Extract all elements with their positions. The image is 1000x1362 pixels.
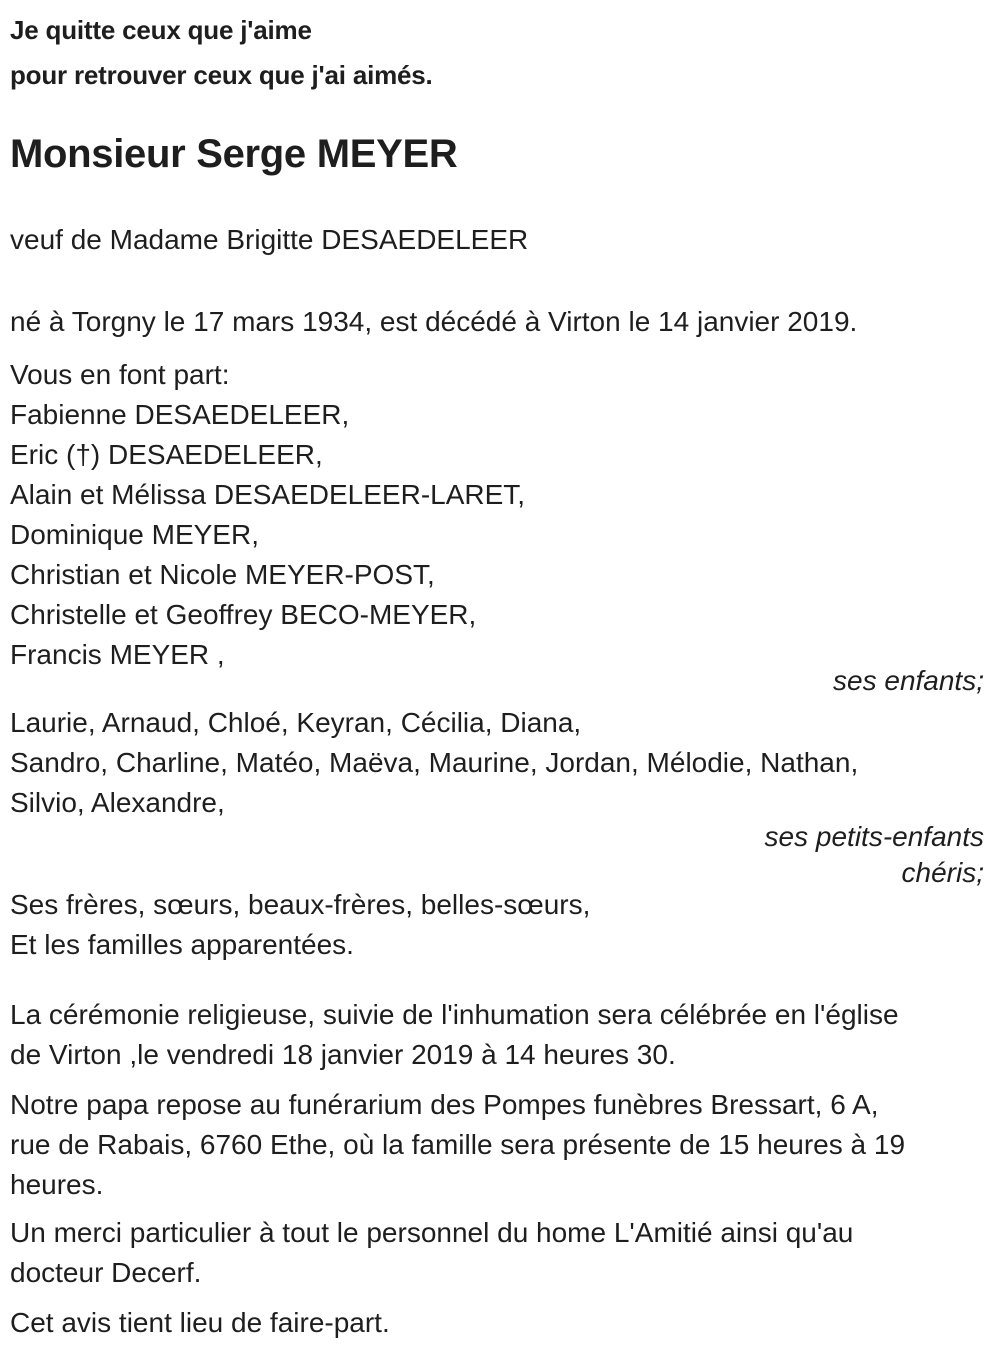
repose-line: Notre papa repose au funérarium des Pompes funèbres Bressart, 6 A,	[10, 1089, 879, 1120]
repose-line: rue de Rabais, 6760 Ethe, où la famille sera présente de 15 heures à 19	[10, 1129, 906, 1160]
grandchildren-names-line: Silvio, Alexandre,	[10, 787, 225, 818]
thanks-paragraph	[10, 1213, 986, 1293]
ceremony-line: La cérémonie religieuse, suivie de l'inhumation sera célébrée en l'église	[10, 999, 899, 1030]
child-name: Eric (†) DESAEDELEER,	[10, 439, 323, 470]
ceremony-paragraph	[10, 995, 986, 1075]
child-name: Christelle et Geoffrey BECO-MEYER,	[10, 599, 477, 630]
notice-line: Cet avis tient lieu de faire-part.	[10, 1307, 390, 1338]
thanks-line: Un merci particulier à tout le personnel du home L'Amitié ainsi qu'au	[10, 1217, 854, 1248]
grandchildren-caption-line: chéris;	[901, 857, 984, 888]
child-name: Francis MEYER ,	[10, 639, 225, 670]
grandchildren-caption	[10, 819, 986, 891]
epigraph-line: Je quitte ceux que j'aime	[10, 15, 312, 45]
child-name: Dominique MEYER,	[10, 519, 259, 550]
grandchildren-names-line: Laurie, Arnaud, Chloé, Keyran, Cécilia, Diana,	[10, 707, 582, 738]
deceased-name: Monsieur Serge MEYER	[10, 132, 458, 176]
relatives-line: Et les familles apparentées.	[10, 929, 354, 960]
epigraph-line: pour retrouver ceux que j'ai aimés.	[10, 60, 433, 90]
ceremony-line: de Virton ,le vendredi 18 janvier 2019 à 14 heures 30.	[10, 1039, 676, 1070]
deceased-life-dates: né à Torgny le 17 mars 1934, est décédé à Virton le 14 janvier 2019.	[10, 306, 858, 337]
repose-paragraph	[10, 1085, 986, 1205]
deceased-relation: veuf de Madame Brigitte DESAEDELEER	[10, 224, 529, 255]
repose-line: heures.	[10, 1169, 104, 1200]
child-name: Alain et Mélissa DESAEDELEER-LARET,	[10, 479, 526, 510]
thanks-line: docteur Decerf.	[10, 1257, 202, 1288]
children-caption: ses enfants;	[833, 665, 984, 696]
epigraph	[10, 8, 986, 98]
grandchildren-names-line: Sandro, Charline, Matéo, Maëva, Maurine, Jordan, Mélodie, Nathan,	[10, 747, 859, 778]
children-list	[10, 395, 986, 675]
child-name: Christian et Nicole MEYER-POST,	[10, 559, 435, 590]
relatives-list	[10, 885, 986, 965]
announcement-intro: Vous en font part:	[10, 359, 230, 390]
grandchildren-list	[10, 703, 986, 823]
relatives-line: Ses frères, sœurs, beaux-frères, belles-sœurs,	[10, 889, 591, 920]
child-name: Fabienne DESAEDELEER,	[10, 399, 350, 430]
grandchildren-caption-line: ses petits-enfants	[764, 821, 984, 852]
